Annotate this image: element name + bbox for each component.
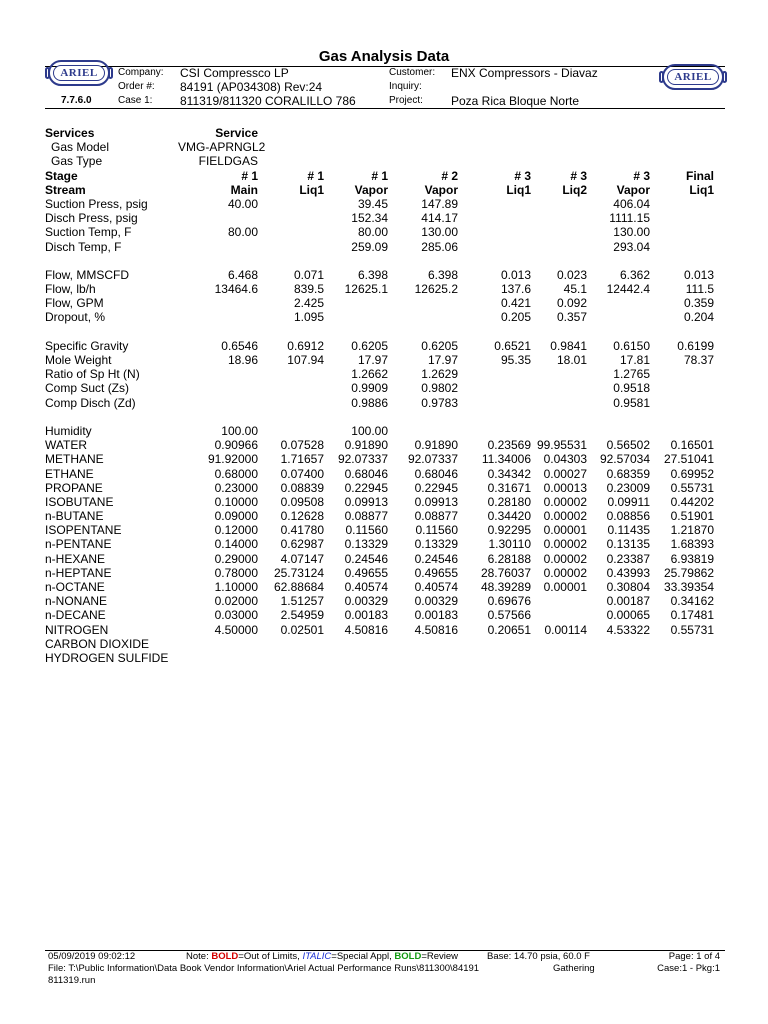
table-cell: 0.07528 [280, 438, 324, 453]
table-cell: 0.24546 [414, 551, 458, 566]
table-cell: 25.73124 [273, 565, 324, 580]
table-cell: 48.39289 [480, 580, 531, 594]
table-cell: Main [230, 182, 258, 197]
table-cell: 0.13329 [344, 537, 388, 552]
table-cell: # 3 [570, 168, 587, 183]
table-cell: 6.398 [427, 267, 458, 282]
table-cell: 0.49655 [414, 565, 458, 580]
table-cell: 4.50000 [214, 622, 258, 637]
table-cell: 0.09508 [280, 494, 324, 509]
table-cell: 12442.4 [606, 282, 650, 297]
table-row [45, 126, 725, 140]
table-row [45, 310, 725, 324]
table-cell: 78.37 [683, 353, 714, 367]
row-label: Flow, MMSCFD [45, 267, 129, 282]
table-cell: 80.00 [357, 225, 388, 240]
table-row [45, 183, 725, 197]
table-row [45, 637, 725, 651]
table-row [45, 296, 725, 310]
row-label: Mole Weight [45, 353, 112, 367]
table-cell: 839.5 [293, 282, 324, 297]
table-row [45, 169, 725, 183]
table-row [45, 580, 725, 594]
table-cell: 92.57034 [599, 452, 650, 467]
table-cell: 4.53322 [606, 622, 650, 637]
table-row [45, 481, 725, 495]
table-row [45, 452, 725, 466]
table-cell: 0.00329 [344, 594, 388, 609]
row-label: Specific Gravity [45, 338, 129, 353]
table-cell: 0.08877 [414, 509, 458, 524]
table-cell: FIELDGAS [198, 154, 258, 169]
footer-case-pkg: Case:1 - Pkg:1 [657, 963, 720, 974]
spacer-row [45, 410, 725, 424]
table-cell: Liq1 [689, 182, 714, 197]
table-cell: 39.45 [357, 196, 388, 211]
table-cell: 1.51257 [280, 594, 324, 609]
table-cell: 0.17481 [670, 608, 714, 623]
table-cell: 1.2629 [421, 367, 458, 382]
row-label: Comp Suct (Zs) [45, 381, 130, 396]
table-row [45, 339, 725, 353]
table-cell: 0.04303 [543, 452, 587, 467]
row-label: WATER [45, 438, 87, 453]
table-cell: 0.9802 [421, 381, 458, 396]
table-row [45, 396, 725, 410]
table-cell: 0.68000 [214, 466, 258, 481]
row-label: ISOBUTANE [45, 494, 114, 509]
table-cell: 28.76037 [480, 565, 531, 580]
table-cell: 0.92295 [487, 523, 531, 538]
table-cell: 0.34162 [670, 594, 714, 609]
spacer-row [45, 325, 725, 339]
row-label: METHANE [45, 452, 104, 467]
table-cell: 0.34342 [487, 466, 531, 481]
table-cell: 0.13135 [606, 537, 650, 552]
project-label: Project: [389, 95, 423, 106]
table-cell: 6.398 [357, 267, 388, 282]
table-row [45, 211, 725, 225]
row-label: Flow, lb/h [45, 282, 96, 297]
table-row [45, 367, 725, 381]
row-label: Gas Model [51, 140, 110, 155]
table-cell: 0.44202 [670, 494, 714, 509]
table-cell: 0.00065 [606, 608, 650, 623]
row-label: ISOPENTANE [45, 523, 122, 538]
row-label: Suction Temp, F [45, 225, 132, 240]
footer-gathering: Gathering [553, 963, 595, 974]
table-cell: 11.34006 [481, 452, 531, 467]
table-cell: 0.31671 [487, 480, 531, 495]
table-cell: 0.9783 [421, 395, 458, 410]
row-label: Ratio of Sp Ht (N) [45, 367, 140, 382]
table-cell: 0.00183 [414, 608, 458, 623]
table-cell: 0.57566 [487, 608, 531, 623]
table-cell: 80.00 [227, 225, 258, 240]
table-cell: 0.09911 [607, 494, 650, 509]
table-cell: 0.16501 [670, 438, 714, 453]
table-row [45, 651, 725, 665]
row-label: Dropout, % [45, 310, 106, 325]
table-cell: 17.97 [427, 353, 458, 367]
table-row [45, 240, 725, 254]
row-label: NITROGEN [45, 622, 109, 637]
row-label: Disch Temp, F [45, 239, 122, 254]
table-cell: 0.00013 [543, 480, 587, 495]
footer-base: Base: 14.70 psia, 60.0 F [487, 951, 590, 962]
table-cell: 0.00001 [543, 523, 587, 538]
table-cell: 0.00002 [543, 494, 587, 509]
table-cell: 0.40574 [344, 580, 388, 594]
table-cell: 40.00 [227, 196, 258, 211]
table-row [45, 438, 725, 452]
table-cell: 12625.1 [344, 282, 388, 297]
order-value: 84191 (AP034308) Rev:24 [180, 80, 323, 94]
table-cell: 92.07337 [407, 452, 458, 467]
table-cell: VMG-APRNGL2 [178, 140, 266, 155]
footer-page: Page: 1 of 4 [668, 951, 720, 962]
table-cell: 0.08856 [606, 509, 650, 524]
table-row [45, 381, 725, 395]
ariel-logo-right: ARIEL [662, 64, 724, 90]
table-cell: 0.09913 [344, 494, 388, 509]
table-cell: # 2 [441, 168, 458, 183]
table-cell: 0.20651 [487, 622, 531, 637]
row-label: n-HEXANE [45, 551, 106, 566]
table-cell: 0.421 [500, 296, 531, 311]
table-cell: 0.02000 [214, 594, 258, 609]
table-cell: Liq1 [506, 182, 531, 197]
table-cell: 285.06 [421, 239, 458, 254]
row-label: Humidity [45, 423, 92, 438]
row-label: n-HEPTANE [45, 565, 112, 580]
table-cell: 0.22945 [414, 480, 458, 495]
row-label: CARBON DIOXIDE [45, 636, 150, 651]
table-cell: 0.6150 [613, 338, 650, 353]
table-cell: 130.00 [421, 225, 458, 240]
table-cell: 0.9886 [351, 395, 388, 410]
table-cell: 1.095 [293, 310, 324, 325]
table-cell: Liq1 [299, 182, 324, 197]
row-label: HYDROGEN SULFIDE [45, 650, 169, 665]
table-cell: 0.12000 [214, 523, 258, 538]
table-row [45, 225, 725, 239]
row-label: n-BUTANE [45, 509, 104, 524]
table-cell: Vapor [354, 182, 388, 197]
row-label: n-DECANE [45, 608, 106, 623]
table-cell: 414.17 [421, 211, 458, 226]
table-cell: 0.00002 [543, 565, 587, 580]
table-cell: 100.00 [351, 423, 388, 438]
table-cell: 293.04 [613, 239, 650, 254]
table-cell: 1.68393 [670, 537, 714, 552]
table-cell: # 3 [514, 168, 531, 183]
row-label: Flow, GPM [45, 296, 104, 311]
row-label: Gas Type [51, 154, 103, 169]
footer-datetime: 05/09/2019 09:02:12 [48, 951, 136, 962]
table-cell: 0.68359 [606, 466, 650, 481]
table-cell: 1.2662 [351, 367, 388, 382]
row-label: Services [45, 126, 95, 140]
order-label: Order #: [118, 81, 155, 92]
table-cell: 0.00002 [543, 509, 587, 524]
table-cell: 99.95531 [536, 438, 587, 453]
table-cell: 0.43993 [606, 565, 650, 580]
table-cell: 1.30110 [488, 537, 531, 552]
table-cell: 0.68046 [344, 466, 388, 481]
table-cell: 91.92000 [207, 452, 258, 467]
footer-file: File: T:\Public Information\Data Book Vendor Information\Ariel Actual Performance Runs\811300\84191 [48, 963, 480, 974]
table-cell: 0.49655 [344, 565, 388, 580]
table-row [45, 268, 725, 282]
table-cell: 0.9518 [613, 381, 650, 396]
table-cell: 0.40574 [414, 580, 458, 594]
table-cell: 2.425 [293, 296, 324, 311]
table-row [45, 523, 725, 537]
table-cell: 0.00187 [606, 594, 650, 609]
spacer-row [45, 254, 725, 268]
row-label: Stage [45, 168, 78, 183]
table-cell: 147.89 [421, 196, 458, 211]
table-cell: # 1 [371, 168, 388, 183]
table-cell: 17.81 [619, 353, 650, 367]
table-cell: 1111.15 [609, 211, 650, 226]
table-cell: 0.6912 [287, 338, 324, 353]
table-cell: 0.03000 [214, 608, 258, 623]
table-cell: 0.09913 [414, 494, 458, 509]
table-cell: 2.54959 [280, 608, 324, 623]
table-cell: 0.08839 [280, 480, 324, 495]
table-cell: 0.55731 [670, 622, 714, 637]
row-label: Comp Disch (Zd) [45, 395, 136, 410]
table-cell: 6.468 [227, 267, 258, 282]
table-cell: 0.91890 [344, 438, 388, 453]
version-number: 7.7.6.0 [61, 95, 92, 106]
table-cell: 4.50816 [344, 622, 388, 637]
table-cell: 0.23569 [487, 438, 531, 453]
table-cell: 1.71657 [280, 452, 324, 467]
table-cell: 6.28188 [487, 551, 531, 566]
table-cell: 0.68046 [414, 466, 458, 481]
table-cell: 0.00329 [414, 594, 458, 609]
table-cell: 45.1 [563, 282, 587, 297]
table-cell: 0.91890 [414, 438, 458, 453]
table-cell: 0.00114 [544, 622, 587, 637]
table-cell: 0.28180 [487, 494, 531, 509]
table-cell: 4.50816 [414, 622, 458, 637]
table-cell: # 1 [241, 168, 258, 183]
table-cell: 0.56502 [606, 438, 650, 453]
table-cell: # 3 [633, 168, 650, 183]
table-cell: 0.11435 [607, 523, 650, 538]
table-cell: 0.23387 [606, 551, 650, 566]
table-row [45, 282, 725, 296]
table-cell: 107.94 [287, 353, 324, 367]
table-cell: 0.51901 [670, 509, 714, 524]
table-cell: 0.00002 [543, 537, 587, 552]
table-cell: 111.5 [685, 282, 714, 297]
table-row [45, 197, 725, 211]
table-cell: 0.205 [500, 310, 531, 325]
table-cell: 0.23000 [214, 480, 258, 495]
table-cell: 0.204 [683, 310, 714, 325]
table-cell: 0.30804 [606, 580, 650, 594]
table-cell: 0.10000 [214, 494, 258, 509]
table-cell: 18.01 [556, 353, 587, 367]
table-cell: Vapor [616, 182, 650, 197]
table-cell: 0.02501 [280, 622, 324, 637]
table-row [45, 424, 725, 438]
table-cell: 0.14000 [214, 537, 258, 552]
table-row [45, 495, 725, 509]
table-cell: 0.6199 [677, 338, 714, 353]
table-cell: 27.51041 [663, 452, 714, 467]
table-cell: 12625.2 [414, 282, 458, 297]
table-cell: 0.08877 [344, 509, 388, 524]
table-row [45, 566, 725, 580]
table-row [45, 509, 725, 523]
table-cell: # 1 [307, 168, 324, 183]
table-row [45, 537, 725, 551]
table-cell: 0.62987 [280, 537, 324, 552]
table-row [45, 154, 725, 168]
table-cell: 259.09 [351, 239, 388, 254]
customer-value: ENX Compressors - Diavaz [451, 66, 598, 80]
table-cell: 95.35 [500, 353, 531, 367]
table-cell: 92.07337 [337, 452, 388, 467]
table-cell: 18.96 [227, 353, 258, 367]
table-cell: 0.00183 [344, 608, 388, 623]
table-cell: 0.359 [683, 296, 714, 311]
table-cell: 0.12628 [280, 509, 324, 524]
table-cell: 100.00 [221, 423, 258, 438]
table-cell: Vapor [424, 182, 458, 197]
table-cell: 0.357 [556, 310, 587, 325]
row-label: Disch Press, psig [45, 211, 138, 226]
case-label: Case 1: [118, 95, 153, 106]
table-cell: 0.9841 [550, 338, 587, 353]
row-label: n-NONANE [45, 594, 108, 609]
table-cell: 0.6205 [351, 338, 388, 353]
project-value: Poza Rica Bloque Norte [451, 94, 580, 108]
table-cell: 0.90966 [214, 438, 258, 453]
customer-label: Customer: [389, 67, 436, 78]
table-cell: 0.00002 [543, 551, 587, 566]
row-label: Suction Press, psig [45, 196, 148, 211]
table-cell: 0.071 [293, 267, 324, 282]
table-cell: 6.362 [619, 267, 650, 282]
footer-run-file: 811319.run [48, 975, 96, 986]
row-label: ETHANE [45, 466, 94, 481]
table-cell: 33.39354 [663, 580, 714, 594]
table-cell: 0.55731 [670, 480, 714, 495]
table-row [45, 552, 725, 566]
table-row [45, 140, 725, 154]
company-value: CSI Compressco LP [180, 66, 289, 80]
table-cell: 0.13329 [414, 537, 458, 552]
table-row [45, 623, 725, 637]
table-cell: 0.11560 [415, 523, 458, 538]
table-cell: 130.00 [613, 225, 650, 240]
header-bottom-rule [45, 108, 725, 109]
table-cell: 62.88684 [273, 580, 324, 594]
table-cell: 0.41780 [280, 523, 324, 538]
table-cell: 4.07147 [280, 551, 324, 566]
table-cell: 152.34 [351, 211, 388, 226]
table-cell: 0.29000 [214, 551, 258, 566]
table-cell: 0.69952 [670, 466, 714, 481]
row-label: n-PENTANE [45, 537, 112, 552]
table-cell: 0.09000 [214, 509, 258, 524]
table-cell: 0.9909 [351, 381, 388, 396]
table-cell: 0.6205 [421, 338, 458, 353]
table-cell: 1.2765 [613, 367, 650, 382]
table-row [45, 608, 725, 622]
table-cell: 0.22945 [344, 480, 388, 495]
case-value: 811319/811320 CORALILLO 786 [180, 94, 356, 108]
table-cell: 0.013 [683, 267, 714, 282]
table-cell: Final [685, 168, 714, 183]
table-cell: 0.9581 [613, 395, 650, 410]
table-row [45, 353, 725, 367]
table-cell: 6.93819 [670, 551, 714, 566]
table-cell: 1.21870 [670, 523, 714, 538]
table-cell: 0.00001 [543, 580, 587, 594]
table-cell: Liq2 [562, 182, 587, 197]
table-cell: 0.34420 [487, 509, 531, 524]
table-cell: 0.6546 [221, 338, 258, 353]
table-cell: 0.023 [556, 267, 587, 282]
table-row [45, 467, 725, 481]
table-cell: Service [215, 126, 258, 140]
row-label: Stream [45, 182, 86, 197]
table-cell: 406.04 [613, 196, 650, 211]
table-cell: 137.6 [500, 282, 531, 297]
inquiry-label: Inquiry: [389, 81, 422, 92]
table-cell: 0.69676 [487, 594, 531, 609]
table-cell: 0.78000 [214, 565, 258, 580]
table-cell: 0.013 [500, 267, 531, 282]
table-cell: 0.07400 [280, 466, 324, 481]
table-cell: 0.23009 [606, 480, 650, 495]
table-cell: 17.97 [357, 353, 388, 367]
table-cell: 0.00027 [543, 466, 587, 481]
table-cell: 13464.6 [214, 282, 258, 297]
row-label: PROPANE [45, 480, 103, 495]
ariel-logo-left: ARIEL [48, 60, 110, 86]
row-label: n-OCTANE [45, 580, 105, 594]
table-cell: 0.11560 [345, 523, 388, 538]
table-cell: 0.24546 [344, 551, 388, 566]
company-label: Company: [118, 67, 164, 78]
table-cell: 0.092 [556, 296, 587, 311]
footer-legend: Note: BOLD=Out of Limits, ITALIC=Special Appl, BOLD=Review [186, 951, 459, 962]
table-cell: 0.6521 [494, 338, 531, 353]
table-cell: 25.79862 [663, 565, 714, 580]
table-cell: 1.10000 [214, 580, 258, 594]
page-title: Gas Analysis Data [318, 48, 450, 65]
table-row [45, 594, 725, 608]
gas-analysis-table [45, 126, 725, 665]
